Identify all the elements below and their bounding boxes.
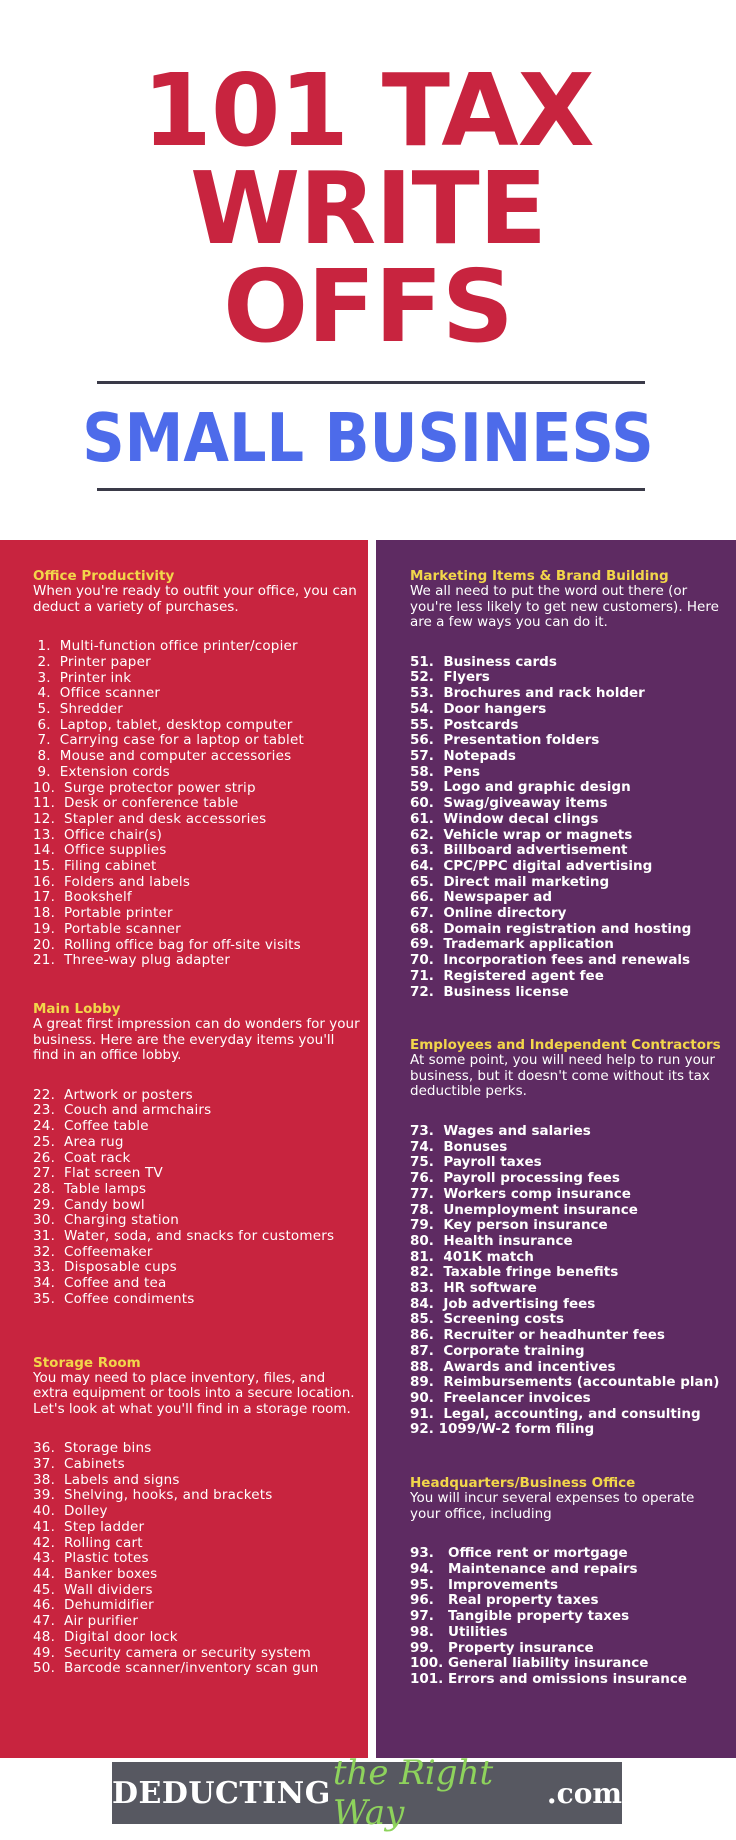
list-item: 18. Portable printer	[33, 905, 173, 922]
list-item: 6. Laptop, tablet, desktop computer	[33, 716, 293, 733]
section-main-lobby	[33, 1001, 360, 1308]
list-item: 20. Rolling office bag for off-site visits	[33, 936, 301, 953]
section-spacer	[33, 1308, 360, 1355]
list-item: 8. Mouse and computer accessories	[33, 748, 292, 765]
item-list	[33, 639, 360, 969]
list-item: 12. Stapler and desk accessories	[33, 810, 267, 827]
list-item: 15. Filing cabinet	[33, 858, 157, 875]
section-headquarters	[410, 1475, 728, 1688]
item-list	[33, 1441, 360, 1677]
list-item: 72. Business license	[410, 983, 569, 1000]
list-item: 29. Candy bowl	[33, 1196, 145, 1213]
list-item: 76. Payroll processing fees	[410, 1170, 620, 1187]
list-item: 62. Vehicle wrap or magnets	[410, 826, 633, 843]
list-item: 82. Taxable fringe benefits	[410, 1264, 619, 1281]
page-title	[0, 52, 736, 365]
list-item: 34. Coffee and tea	[33, 1275, 167, 1292]
list-item: 85. Screening costs	[410, 1311, 565, 1328]
list-item: 33. Disposable cups	[33, 1259, 177, 1276]
bottom-divider	[97, 488, 645, 491]
list-item: 49. Security camera or security system	[33, 1644, 311, 1661]
brand-name-script: the Right Way	[332, 1753, 494, 1833]
list-item: 35. Coffee condiments	[33, 1290, 195, 1307]
list-item: 60. Swag/giveaway items	[410, 795, 608, 812]
left-column	[0, 540, 368, 1758]
list-item: 98. Utilities	[410, 1623, 508, 1640]
list-item: 42. Rolling cart	[33, 1534, 143, 1551]
section-description: You will incur several expenses to operate your office, including	[410, 1490, 695, 1522]
list-item: 9. Extension cords	[33, 763, 170, 780]
list-item: 52. Flyers	[410, 669, 490, 686]
list-item: 64. CPC/PPC digital advertising	[410, 857, 653, 874]
list-item: 84. Job advertising fees	[410, 1295, 596, 1312]
list-item: 16. Folders and labels	[33, 873, 191, 890]
list-item: 68. Domain registration and hosting	[410, 920, 692, 937]
list-item: 23. Couch and armchairs	[33, 1102, 212, 1119]
list-item: 43. Plastic totes	[33, 1550, 149, 1567]
list-item: 75. Payroll taxes	[410, 1154, 542, 1171]
list-item: 14. Office supplies	[33, 842, 167, 859]
section-title: Main Lobby	[33, 1000, 121, 1017]
list-item: 37. Cabinets	[33, 1456, 125, 1473]
list-item: 67. Online directory	[410, 905, 567, 922]
list-item: 32. Coffeemaker	[33, 1243, 153, 1260]
section-description: You may need to place inventory, files, and extra equipment or tools into a secure location. Let's look at what you'll find in a storage room.	[33, 1369, 355, 1417]
list-item: 88. Awards and incentives	[410, 1358, 616, 1375]
top-divider	[97, 381, 645, 384]
list-item: 83. HR software	[410, 1280, 537, 1297]
list-item: 44. Banker boxes	[33, 1565, 158, 1582]
list-item: 100. General liability insurance	[410, 1655, 649, 1672]
brand-name-domain: .com	[546, 1776, 622, 1810]
section-description: At some point, you will need help to run your business, but it doesn't come without its tax deductible perks.	[410, 1052, 715, 1100]
list-item: 17. Bookshelf	[33, 889, 132, 906]
list-item: 97. Tangible property taxes	[410, 1608, 630, 1625]
list-item: 101. Errors and omissions insurance	[410, 1670, 688, 1687]
list-item: 80. Health insurance	[410, 1232, 573, 1249]
list-item: 22. Artwork or posters	[33, 1086, 193, 1103]
list-item: 56. Presentation folders	[410, 732, 600, 749]
list-item: 58. Pens	[410, 763, 481, 780]
list-item: 89. Reimbursements (accountable plan)	[410, 1374, 720, 1391]
list-item: 87. Corporate training	[410, 1342, 585, 1359]
header	[0, 0, 736, 540]
list-item: 10. Surge protector power strip	[33, 779, 256, 796]
list-item: 7. Carrying case for a laptop or tablet	[33, 732, 305, 749]
list-item: 48. Digital door lock	[33, 1628, 178, 1645]
list-item: 24. Coffee table	[33, 1118, 149, 1135]
list-item: 53. Brochures and rack holder	[410, 685, 645, 702]
list-item: 25. Area rug	[33, 1133, 124, 1150]
section-description: When you're ready to outfit your office, you can deduct a variety of purchases.	[33, 583, 357, 615]
list-item: 3. Printer ink	[33, 669, 132, 686]
list-item: 86. Recruiter or headhunter fees	[410, 1327, 665, 1344]
list-item: 47. Air purifier	[33, 1613, 139, 1630]
section-spacer	[410, 1000, 728, 1037]
section-description: A great first impression can do wonders for your business. Here are the everyday items you'll find in an office lobby.	[33, 1015, 360, 1064]
title-line-1: 101 TAX	[142, 52, 594, 169]
section-description: We all need to put the word out there (or you're less likely to get new customers). Here are a few ways you can do it.	[410, 583, 719, 631]
list-item: 11. Desk or conference table	[33, 795, 239, 812]
list-item: 36. Storage bins	[33, 1440, 152, 1457]
list-item: 92. 1099/W-2 form filing	[410, 1421, 595, 1438]
list-item: 65. Direct mail marketing	[410, 873, 610, 890]
list-item: 4. Office scanner	[33, 685, 161, 702]
title-line-3: OFFS	[223, 248, 513, 365]
list-item: 79. Key person insurance	[410, 1217, 608, 1234]
list-item: 59. Logo and graphic design	[410, 779, 631, 796]
title-line-2: WRITE	[189, 150, 547, 267]
list-item: 74. Bonuses	[410, 1138, 508, 1155]
list-item: 19. Portable scanner	[33, 920, 181, 937]
section-title: Office Productivity	[33, 568, 175, 584]
list-item: 99. Property insurance	[410, 1639, 594, 1656]
section-title: Storage Room	[33, 1354, 141, 1371]
list-item: 27. Flat screen TV	[33, 1165, 163, 1182]
list-item: 77. Workers comp insurance	[410, 1185, 631, 1202]
list-item: 73. Wages and salaries	[410, 1123, 591, 1140]
section-spacer	[410, 1438, 728, 1475]
subtitle: SMALL BUSINESS	[82, 399, 654, 477]
list-item: 2. Printer paper	[33, 653, 151, 670]
list-item: 21. Three-way plug adapter	[33, 952, 231, 969]
right-column	[376, 540, 736, 1758]
list-item: 57. Notepads	[410, 748, 516, 764]
list-item: 26. Coat rack	[33, 1149, 131, 1166]
item-list	[410, 655, 728, 1000]
list-item: 91. Legal, accounting, and consulting	[410, 1405, 701, 1422]
list-item: 78. Unemployment insurance	[410, 1201, 638, 1218]
item-list	[410, 1124, 728, 1438]
list-item: 28. Table lamps	[33, 1180, 147, 1197]
section-title: Headquarters/Business Office	[410, 1475, 636, 1492]
section-marketing	[410, 568, 728, 1000]
list-item: 45. Wall dividers	[33, 1581, 153, 1598]
list-item: 61. Window decal clings	[410, 810, 599, 827]
list-item: 1. Multi-function office printer/copier	[33, 638, 298, 655]
section-storage-room	[33, 1355, 360, 1677]
item-list	[410, 1546, 728, 1687]
section-spacer	[33, 969, 360, 1001]
section-title: Employees and Independent Contractors	[410, 1037, 721, 1054]
list-item: 55. Postcards	[410, 716, 519, 733]
brand-banner	[112, 1753, 622, 1833]
list-item: 51. Business cards	[410, 653, 557, 670]
list-item: 71. Registered agent fee	[410, 967, 604, 984]
list-item: 40. Dolley	[33, 1503, 108, 1520]
brand-name-left: DEDUCTING	[112, 1775, 331, 1811]
list-item: 50. Barcode scanner/inventory scan gun	[33, 1660, 319, 1677]
list-item: 96. Real property taxes	[410, 1592, 599, 1609]
list-item: 30. Charging station	[33, 1212, 180, 1229]
list-item: 94. Maintenance and repairs	[410, 1560, 638, 1577]
section-office-productivity	[33, 568, 360, 969]
list-item: 66. Newspaper ad	[410, 889, 553, 906]
list-item: 81. 401K match	[410, 1248, 534, 1265]
list-item: 41. Step ladder	[33, 1518, 145, 1535]
list-item: 69. Trademark application	[410, 936, 614, 953]
list-item: 54. Door hangers	[410, 700, 547, 717]
list-item: 31. Water, soda, and snacks for customers	[33, 1228, 335, 1245]
item-list	[33, 1088, 360, 1308]
list-item: 5. Shredder	[33, 701, 124, 717]
list-item: 13. Office chair(s)	[33, 826, 163, 843]
list-item: 93. Office rent or mortgage	[410, 1545, 628, 1562]
list-item: 90. Freelancer invoices	[410, 1389, 591, 1406]
list-item: 95. Improvements	[410, 1576, 558, 1593]
section-title: Marketing Items & Brand Building	[410, 568, 669, 584]
list-item: 46. Dehumidifier	[33, 1597, 154, 1614]
list-item: 38. Labels and signs	[33, 1471, 180, 1488]
list-item: 63. Billboard advertisement	[410, 842, 628, 859]
list-item: 70. Incorporation fees and renewals	[410, 952, 691, 969]
list-item: 39. Shelving, hooks, and brackets	[33, 1487, 273, 1504]
section-employees	[410, 1037, 728, 1438]
